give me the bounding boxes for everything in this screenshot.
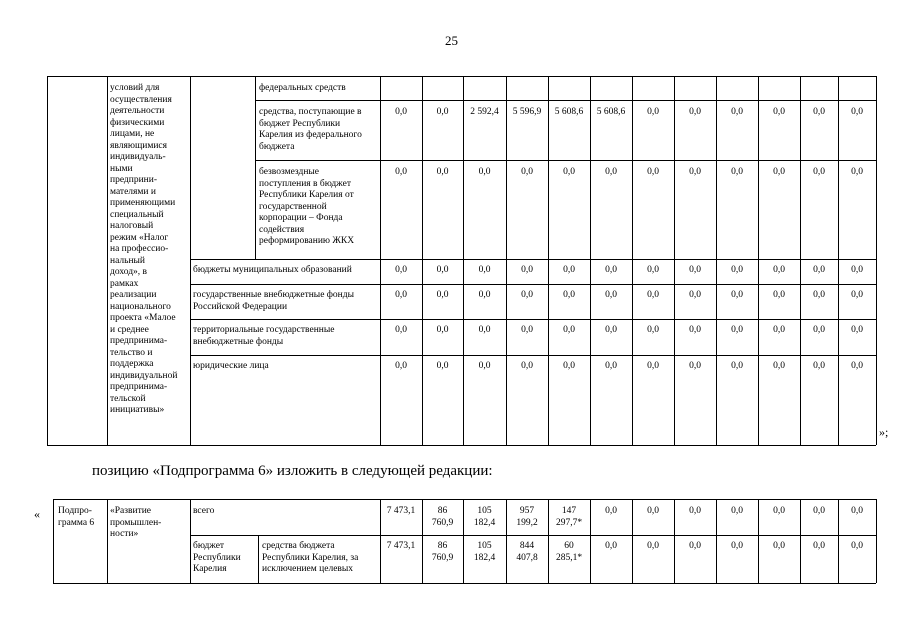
- table-cell: 0,0: [813, 107, 825, 117]
- table-cell: 0,0: [731, 541, 743, 551]
- table-cell: 0,0: [813, 325, 825, 335]
- table-cell: 0,0: [605, 506, 617, 516]
- table-cell: 0,0: [731, 506, 743, 516]
- table-cell: 0,0: [851, 361, 863, 371]
- table-cell: 0,0: [773, 290, 785, 300]
- instruction-paragraph: позицию «Подпрограмма 6» изложить в следующей редакции:: [92, 463, 493, 479]
- table-cell: 0,0: [436, 265, 449, 275]
- table-cell: 105 182,4: [473, 541, 496, 563]
- table-cell: 0,0: [851, 506, 863, 516]
- table-cell: 0,0: [605, 541, 617, 551]
- program-name: «Развитие промышлен- ности»: [110, 506, 162, 539]
- table-cell: 0,0: [521, 290, 533, 300]
- row-label: территориальные государственные внебюджетные фонды: [193, 325, 335, 347]
- table-cell: 844 407,8: [516, 541, 538, 563]
- table-cell: 0,0: [773, 107, 785, 117]
- table-cell: 0,0: [851, 290, 863, 300]
- table-cell: 0,0: [478, 325, 491, 335]
- table-cell: 0,0: [813, 290, 825, 300]
- program-status: Подпро- грамма 6: [58, 506, 95, 528]
- table-cell: 0,0: [813, 506, 825, 516]
- table-cell: 0,0: [521, 361, 533, 371]
- table-cell: 0,0: [605, 325, 617, 335]
- table-cell: 0,0: [773, 265, 785, 275]
- table-cell: 0,0: [478, 361, 491, 371]
- table-cell: 0,0: [395, 290, 407, 300]
- table-cell: 957 199,2: [516, 506, 538, 528]
- row-sublabel: средства бюджета Республики Карелия, за исключением целевых: [262, 541, 359, 574]
- table-cell: 0,0: [521, 325, 533, 335]
- closing-quote: »;: [879, 425, 889, 439]
- opening-quote: «: [34, 507, 40, 521]
- table-cell: 0,0: [563, 361, 575, 371]
- table-cell: 5 596,9: [512, 107, 542, 117]
- page-number: 25: [445, 33, 458, 48]
- table-cell: 0,0: [851, 325, 863, 335]
- table-cell: 5 608,6: [554, 107, 584, 117]
- table-cell: 0,0: [563, 290, 575, 300]
- table-cell: 0,0: [647, 290, 659, 300]
- table-cell: 0,0: [647, 167, 659, 177]
- table-cell: 0,0: [689, 361, 701, 371]
- table-cell: 2 592,4: [470, 107, 499, 117]
- table-cell: 0,0: [813, 541, 825, 551]
- table-cell: 105 182,4: [473, 506, 496, 528]
- table-cell: 0,0: [436, 290, 449, 300]
- table-cell: 0,0: [436, 107, 449, 117]
- table-cell: 0,0: [731, 361, 743, 371]
- table-cell: 0,0: [647, 506, 659, 516]
- table-cell: 0,0: [563, 325, 575, 335]
- table-cell: 0,0: [395, 167, 407, 177]
- table-cell: 147 297,7*: [555, 506, 583, 528]
- table-cell: 0,0: [731, 265, 743, 275]
- table-cell: 0,0: [647, 265, 659, 275]
- table-cell: 0,0: [647, 541, 659, 551]
- table-cell: 0,0: [478, 290, 491, 300]
- table-cell: 0,0: [395, 107, 407, 117]
- table-cell: 0,0: [478, 167, 491, 177]
- row-label: бюджет Республики Карелия: [193, 541, 241, 574]
- table-cell: 0,0: [647, 325, 659, 335]
- program-description: условий для осуществления деятельности физическими лицами, не являющимися индивидуаль- ными предприни- мателями и применяющими специальный налоговый режим «Налог на профессио- нальный доход», в рамках реализации национального проекта «Малое и среднее предпринима- тельство и поддержка индивидуальной предпринима- тельской инициативы»: [110, 83, 178, 415]
- table-cell: 86 760,9: [431, 506, 454, 528]
- row-label: всего: [193, 506, 215, 516]
- table-cell: 0,0: [773, 325, 785, 335]
- table-cell: 0,0: [689, 541, 701, 551]
- row-label: федеральных средств: [259, 83, 346, 93]
- table-cell: 0,0: [773, 541, 785, 551]
- table-cell: 0,0: [478, 265, 491, 275]
- table-cell: 5 608,6: [596, 107, 626, 117]
- table-cell: 0,0: [689, 506, 701, 516]
- table-cell: 60 285,1*: [555, 541, 583, 563]
- table-cell: 0,0: [773, 506, 785, 516]
- table-cell: 0,0: [731, 107, 743, 117]
- table-cell: 0,0: [605, 361, 617, 371]
- table-cell: 0,0: [395, 361, 407, 371]
- table-cell: 0,0: [605, 290, 617, 300]
- table-cell: 0,0: [563, 265, 575, 275]
- table-cell: 0,0: [395, 325, 407, 335]
- row-label: юридические лица: [193, 361, 269, 371]
- table-cell: 0,0: [813, 265, 825, 275]
- table-cell: 0,0: [731, 325, 743, 335]
- table-cell: 0,0: [851, 167, 863, 177]
- row-label: бюджеты муниципальных образований: [193, 265, 352, 275]
- row-label: средства, поступающие в бюджет Республики Карелия из федерального бюджета: [259, 107, 362, 152]
- table-cell: 0,0: [605, 167, 617, 177]
- table-cell: 86 760,9: [431, 541, 454, 563]
- table-cell: 0,0: [436, 167, 449, 177]
- table-cell: 0,0: [521, 265, 533, 275]
- table-cell: 0,0: [731, 167, 743, 177]
- table-cell: 0,0: [851, 107, 863, 117]
- table-cell: 0,0: [851, 265, 863, 275]
- table-cell: 0,0: [773, 361, 785, 371]
- table-cell: 7 473,1: [386, 506, 416, 516]
- table-cell: 0,0: [689, 107, 701, 117]
- table-cell: 0,0: [563, 167, 575, 177]
- row-label: государственные внебюджетные фонды Российской Федерации: [193, 290, 354, 312]
- table-cell: 0,0: [689, 290, 701, 300]
- table-cell: 7 473,1: [386, 541, 416, 551]
- table-cell: 0,0: [647, 361, 659, 371]
- table-cell: 0,0: [436, 325, 449, 335]
- table-cell: 0,0: [689, 325, 701, 335]
- table-cell: 0,0: [605, 265, 617, 275]
- table-cell: 0,0: [773, 167, 785, 177]
- table-cell: 0,0: [521, 167, 533, 177]
- table-cell: 0,0: [689, 167, 701, 177]
- table-cell: 0,0: [436, 361, 449, 371]
- table-cell: 0,0: [689, 265, 701, 275]
- table-cell: 0,0: [813, 167, 825, 177]
- table-cell: 0,0: [851, 541, 863, 551]
- table-cell: 0,0: [731, 290, 743, 300]
- table-cell: 0,0: [395, 265, 407, 275]
- table-cell: 0,0: [813, 361, 825, 371]
- row-label: безвозмездные поступления в бюджет Республики Карелия от государственной корпорации – Фонда содействия реформированию ЖКХ: [259, 167, 355, 246]
- table-cell: 0,0: [647, 107, 659, 117]
